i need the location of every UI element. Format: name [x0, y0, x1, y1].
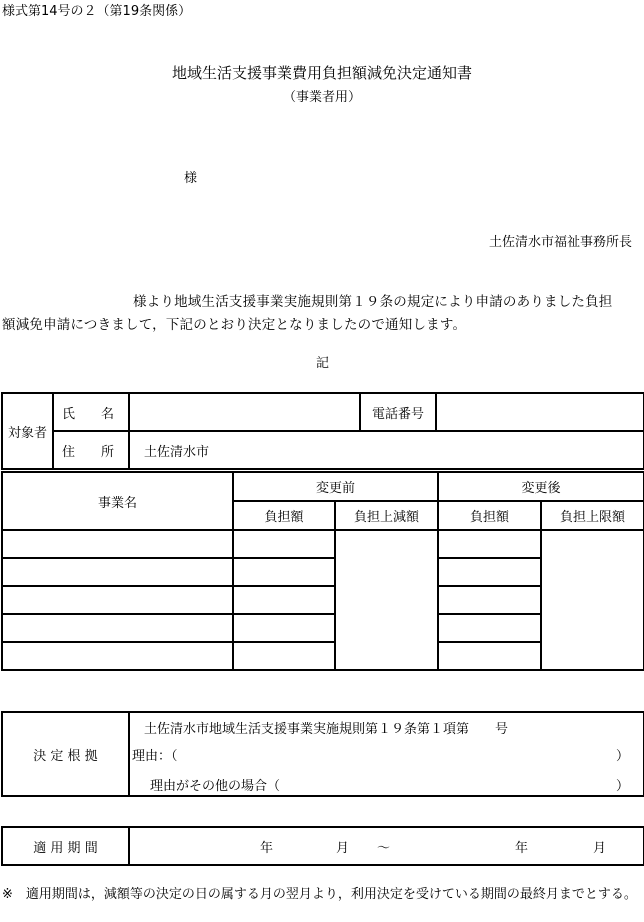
- phone-label: 電話番号: [360, 393, 436, 431]
- period-label: 適 用 期 間: [2, 827, 129, 865]
- footnote: ※ 適用期間は，減額等の決定の日の属する月の翌月より，利用決定を受けている期間の最終月までとする。: [2, 887, 637, 902]
- ki-marker: 記: [316, 356, 330, 371]
- reason-close: ）: [615, 749, 629, 764]
- before-header: 変更前: [233, 472, 438, 501]
- period-month-1: 月: [336, 841, 350, 856]
- form-number: 様式第14号の２（第19条関係）: [2, 4, 192, 19]
- addressee-suffix: 様: [184, 171, 198, 186]
- period-year-2: 年: [515, 841, 529, 856]
- after-amount-cell[interactable]: [438, 614, 541, 642]
- other-reason-label: 理由がその他の場合（: [150, 779, 281, 794]
- subject-table: [1, 392, 644, 470]
- reason-label: 理由：（: [132, 749, 178, 764]
- period-year-1: 年: [260, 841, 274, 856]
- period-table: [1, 826, 644, 866]
- other-reason-close: ）: [615, 779, 629, 794]
- subject-header: 対象者: [2, 393, 53, 469]
- address-label: 住 所: [53, 431, 129, 469]
- body-text-line-1: 様より地域生活支援事業実施規則第１９条の規定により申請のありました負担: [133, 294, 613, 310]
- service-name-cell[interactable]: [2, 642, 233, 670]
- phone-field[interactable]: [436, 393, 644, 431]
- after-limit-header: 負担上限額: [541, 501, 644, 530]
- before-amount-cell[interactable]: [233, 586, 335, 614]
- after-amount-cell[interactable]: [438, 530, 541, 558]
- service-name-cell[interactable]: [2, 530, 233, 558]
- decision-rule-line: 土佐清水市地域生活支援事業実施規則第１９条第１項第 号: [144, 722, 509, 737]
- address-field[interactable]: 土佐清水市: [129, 431, 644, 469]
- body-text-line-2: 額減免申請につきまして，下記のとおり決定となりましたので通知します。: [2, 317, 467, 333]
- name-field[interactable]: [129, 393, 360, 431]
- name-label: 氏 名: [53, 393, 129, 431]
- decision-table: [1, 711, 644, 797]
- table-row: [2, 530, 644, 558]
- after-limit-cell[interactable]: [541, 530, 644, 670]
- before-amount-cell[interactable]: [233, 614, 335, 642]
- service-name-header: 事業名: [2, 472, 233, 530]
- issuer-name: 土佐清水市福祉事務所長: [488, 235, 632, 250]
- decision-content: [129, 712, 644, 796]
- after-amount-header: 負担額: [438, 501, 541, 530]
- service-name-cell[interactable]: [2, 558, 233, 586]
- before-limit-cell[interactable]: [335, 530, 438, 670]
- service-name-cell[interactable]: [2, 614, 233, 642]
- after-header: 変更後: [438, 472, 644, 501]
- after-amount-cell[interactable]: [438, 586, 541, 614]
- before-amount-cell[interactable]: [233, 530, 335, 558]
- before-amount-header: 負担額: [233, 501, 335, 530]
- before-amount-cell[interactable]: [233, 642, 335, 670]
- period-content[interactable]: [129, 827, 644, 865]
- after-amount-cell[interactable]: [438, 558, 541, 586]
- decision-label: 決 定 根 拠: [2, 712, 129, 796]
- services-table: [1, 471, 644, 671]
- period-tilde: ～: [377, 841, 391, 856]
- after-amount-cell[interactable]: [438, 642, 541, 670]
- before-limit-header: 負担上減額: [335, 501, 438, 530]
- service-name-cell[interactable]: [2, 586, 233, 614]
- document-subtitle: （事業者用）: [282, 90, 361, 105]
- document-title: 地域生活支援事業費用負担額減免決定通知書: [171, 64, 472, 82]
- before-amount-cell[interactable]: [233, 558, 335, 586]
- period-month-2: 月: [593, 841, 607, 856]
